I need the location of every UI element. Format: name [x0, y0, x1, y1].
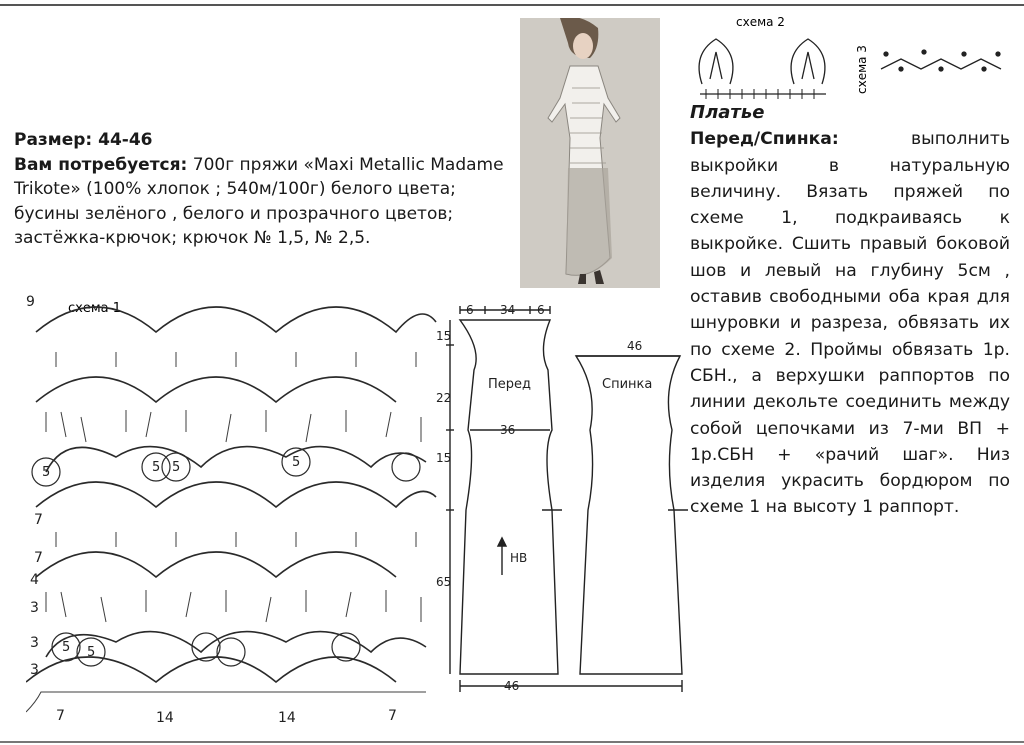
height-1: 15 — [436, 329, 452, 343]
rosette-number: 5 — [42, 465, 51, 480]
need-text: 700г пряжи «Maxi Metallic Madame Trikote» (100% хлопок ; 540м/100г) белого цвета; бусины зелёного , белого и прозрачного цветов; застёжка-крючок; крючок № 1,5, № 2,5. — [14, 154, 504, 248]
chart-arches — [26, 307, 436, 682]
back-piece — [576, 356, 682, 674]
schema-3-motifs — [881, 50, 1001, 71]
grain-label: НВ — [510, 551, 528, 565]
back-top: 46 — [627, 339, 643, 353]
chart-number: 9 — [26, 294, 35, 310]
schema-2-3-diagram — [686, 14, 1006, 104]
chart-number: 3 — [30, 600, 39, 616]
dress-title: Платье — [690, 102, 765, 123]
front-side-left: 6 — [466, 303, 474, 317]
dress-photo-illustration — [520, 18, 660, 288]
bottom-rule — [0, 741, 1024, 743]
front-top: 34 — [500, 303, 516, 317]
rosette-number: 5 — [87, 645, 96, 660]
top-rule — [0, 4, 1024, 6]
schema-2-label: схема 2 — [736, 15, 785, 29]
front-side-right: 6 — [537, 303, 545, 317]
height-3: 15 — [436, 451, 452, 465]
chart-bottom-numbers — [56, 708, 397, 726]
need-label: Вам потребуется: — [14, 154, 188, 175]
dress-photo — [520, 18, 660, 288]
chart-number: 3 — [30, 635, 39, 651]
chart-number: 3 — [30, 662, 39, 678]
chart-number: 14 — [156, 710, 174, 726]
rosette-number: 5 — [172, 460, 181, 475]
rosette-number: 5 — [152, 460, 161, 475]
chart-side-numbers — [26, 294, 43, 678]
instructions-text — [690, 100, 1010, 521]
height-4: 65 — [436, 575, 452, 589]
section-label: Перед/Спинка: — [690, 129, 839, 150]
rosette-number: 5 — [292, 455, 301, 470]
sewing-pattern — [430, 300, 690, 700]
bottom-width: 46 — [504, 679, 520, 693]
rosette-number: 5 — [62, 640, 71, 655]
chart-number: 7 — [34, 512, 43, 528]
schema-2-motifs — [699, 39, 826, 99]
size-label: Размер: 44-46 — [14, 130, 153, 150]
front-label: Перед — [488, 377, 532, 392]
schema-3-label: схема 3 — [855, 45, 869, 94]
front-waist: 36 — [500, 423, 516, 437]
chart-number: 7 — [56, 708, 65, 724]
chart-number: 4 — [30, 572, 39, 588]
front-piece — [460, 320, 558, 674]
materials-text — [14, 128, 514, 251]
chart-rosette-numbers — [42, 455, 300, 660]
chart-number: 7 — [388, 708, 397, 724]
back-label: Спинка — [602, 377, 653, 392]
schema-1-label: схема 1 — [68, 301, 122, 316]
chart-number: 7 — [34, 550, 43, 566]
schema-1-chart — [26, 292, 446, 732]
height-2: 22 — [436, 391, 452, 405]
instructions-body: выполнить выкройки в натуральную величину. Вязать пряжей по схеме 1, подкраиваясь к выкройке. Сшить правый боковой шов и левый на глубину 5см , оставив свободными оба края для шнуровки и разреза, обвязать их по схеме 2. Проймы обвязать 1р. СБН., а верхушки раппортов по линии декольте соединить между собой цепочками из 7-ми ВП + 1р.СБН + «рачий шаг». Низ изделия украсить бордюром по схеме 1 на высоту 1 раппорт. — [690, 129, 1010, 518]
chart-number: 14 — [278, 710, 296, 726]
